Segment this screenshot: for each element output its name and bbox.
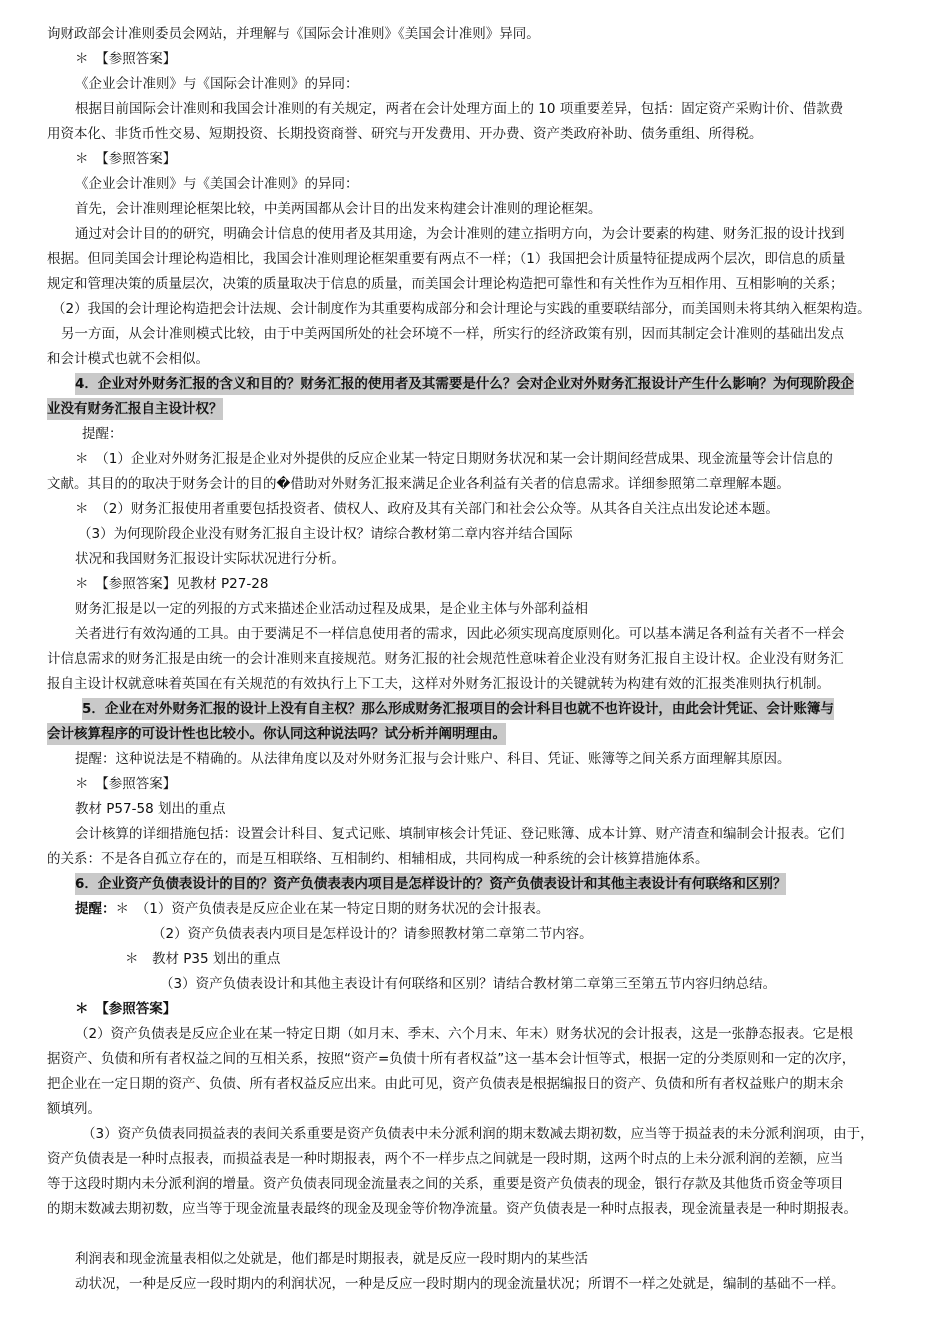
text-line: 据资产、负债和所有者权益之间的互相关系，按照“资产=负债十所有者权益”这一基本会计恒等式，根据一定的分类原则和一定的次序， bbox=[47, 1051, 856, 1067]
text-line: 状况和我国财务汇报设计实际状况进行分析。 bbox=[75, 551, 345, 567]
text-line: 利润表和现金流量表相似之处就是，他们都是时期报表，就是反应一段时期内的某些活 bbox=[75, 1251, 588, 1267]
text-line: 报自主设计权就意味着英国在有关规范的有效执行上下工夫，这样对外财务汇报设计的关键就转为构建有效的汇报类准则执行机制。 bbox=[47, 676, 830, 692]
text-line: 文献。其目的的取决于财务会计的目的�借助对外财务汇报来满足企业各利益有关者的信息需求。详细参照第二章理解本题。 bbox=[47, 476, 790, 492]
text-line: ＊ 教材 P35 划出的重点 bbox=[125, 951, 281, 967]
text-line: 《企业会计准则》与《美国会计准则》的异同： bbox=[75, 176, 359, 192]
text-line: 和会计模式也就不会相似。 bbox=[47, 351, 209, 367]
hint-label: 提醒： bbox=[82, 426, 123, 442]
text-line: 的期末数减去期初数，应当等于现金流量表最终的现金及现金等价物净流量。资产负债表是一种时点报表，现金流量表是一种时期报表。 bbox=[47, 1201, 857, 1217]
text-line: （2）我国的会计理论构造把会计法规、会计制度作为其重要构成部分和会计理论与实践的重要联结部分，而美国则未将其纳入框架构造。 bbox=[52, 301, 871, 317]
text-line: 根据目前国际会计准则和我国会计准则的有关规定，两者在会计处理方面上的 10 项重要差异，包括：固定资产采购计价、借款费 bbox=[75, 101, 844, 117]
text-line: （2）资产负债表表内项目是怎样设计的？请参照教材第二章第二节内容。 bbox=[152, 926, 593, 942]
question-heading: 5．企业在对外财务汇报的设计上没有自主权？那么形成财务汇报项目的会计科目也就不也许设计，由此会计凭证、会计账簿与 bbox=[82, 698, 834, 720]
text-line: 《企业会计准则》与《国际会计准则》的异同： bbox=[75, 76, 359, 92]
question-heading: 6．企业资产负债表设计的目的？资产负债表表内项目是怎样设计的？资产负债表设计和其他主表设计有何联络和区别？ bbox=[75, 873, 786, 895]
text-line: 动状况，一种是反应一段时期内的利润状况，一种是反应一段时期内的现金流量状况；所谓不一样之处就是，编制的基础不一样。 bbox=[75, 1276, 845, 1292]
text-line: 教材 P57-58 划出的重点 bbox=[75, 801, 226, 817]
hint-text: ＊ （1）资产负债表是反应企业在某一特定日期的财务状况的会计报表。 bbox=[115, 901, 550, 917]
text-line: ＊ （1）企业对外财务汇报是企业对外提供的反应企业某一特定日期财务状况和某一会计期间经营成果、现金流量等会计信息的 bbox=[75, 451, 833, 467]
question-heading: 业没有财务汇报自主设计权？ bbox=[47, 398, 223, 420]
text-line: 根据。但同美国会计理论构造相比，我国会计准则理论框架重要有两点不一样；（1）我国把会计质量特征提成两个层次，即信息的质量 bbox=[47, 251, 846, 267]
text-line: 把企业在一定日期的资产、负债、所有者权益反应出来。由此可见，资产负债表是根据编报日的资产、负债和所有者权益账户的期末余 bbox=[47, 1076, 844, 1092]
text-line: 计信息需求的财务汇报是由统一的会计准则来直接规范。财务汇报的社会规范性意味着企业没有财务汇报自主设计权。企业没有财务汇 bbox=[47, 651, 844, 667]
text-line: 提醒：这种说法是不精确的。从法律角度以及对外财务汇报与会计账户、科目、凭证、账簿等之间关系方面理解其原因。 bbox=[75, 751, 791, 767]
answer-marker: ＊ 【参照答案】 bbox=[75, 1001, 177, 1017]
text-line: （3）为何现阶段企业没有财务汇报自主设计权？请综合教材第二章内容并结合国际 bbox=[78, 526, 573, 542]
text-line: 额填列。 bbox=[47, 1101, 101, 1117]
text-line: 关者进行有效沟通的工具。由于要满足不一样信息使用者的需求，因此必须实现高度原则化。可以基本满足各利益有关者不一样会 bbox=[75, 626, 845, 642]
text-line: 询财政部会计准则委员会网站，并理解与《国际会计准则》《美国会计准则》异同。 bbox=[47, 26, 540, 42]
text-line: 通过对会计目的的研究，明确会计信息的使用者及其用途，为会计准则的建立指明方向，为会计要素的构建、财务汇报的设计找到 bbox=[75, 226, 845, 242]
text-line: 用资本化、非货币性交易、短期投资、长期投资商誉、研究与开发费用、开办费、资产类政府补助、债务重组、所得税。 bbox=[47, 126, 763, 142]
text-line: 另一方面，从会计准则模式比较，由于中美两国所处的社会环境不一样，所实行的经济政策有别，因而其制定会计准则的基础出发点 bbox=[61, 326, 844, 342]
answer-marker: ＊ 【参照答案】 bbox=[75, 151, 177, 167]
hint-label: 提醒： bbox=[75, 901, 116, 917]
text-line: 首先，会计准则理论框架比较，中美两国都从会计目的出发来构建会计准则的理论框架。 bbox=[75, 201, 602, 217]
text-line: 等于这段时期内未分派利润的增量。资产负债表同现金流量表之间的关系，重要是资产负债表的现金，银行存款及其他货币资金等项目 bbox=[47, 1176, 844, 1192]
text-line: ＊ （2）财务汇报使用者重要包括投资者、债权人、政府及其有关部门和社会公众等。从其各自关注点出发论述本题。 bbox=[75, 501, 779, 517]
question-heading: 会计核算程序的可设计性也比较小。你认同这种说法吗？试分析并阐明理由。 bbox=[47, 723, 506, 745]
text-line: 会计核算的详细措施包括：设置会计科目、复式记账、填制审核会计凭证、登记账簿、成本计算、财产清查和编制会计报表。它们 bbox=[75, 826, 845, 842]
text-line: （3）资产负债表同损益表的表间关系重要是资产负债表中未分派利润的期末数减去期初数，应当等于损益表的未分派利润项，由于， bbox=[82, 1126, 874, 1142]
text-line: （2）资产负债表是反应企业在某一特定日期（如月末、季末、六个月末、年末）财务状况的会计报表，这是一张静态报表。它是根 bbox=[75, 1026, 854, 1042]
text-line: （3）资产负债表设计和其他主表设计有何联络和区别？请结合教材第二章第三至第五节内容归纳总结。 bbox=[160, 976, 777, 992]
answer-marker: ＊ 【参照答案】 bbox=[75, 51, 177, 67]
text-line: 资产负债表是一种时点报表，而损益表是一种时期报表，两个不一样步点之间就是一段时期，这两个时点的上未分派利润的差额，应当 bbox=[47, 1151, 844, 1167]
text-line: 规定和管理决策的质量层次，决策的质量取决于信息的质量，而美国会计理论构造把可靠性和有关性作为互相作用、互相影响的关系； bbox=[47, 276, 844, 292]
text-line: 财务汇报是以一定的列报的方式来描述企业活动过程及成果，是企业主体与外部利益相 bbox=[75, 601, 588, 617]
question-heading: 4．企业对外财务汇报的含义和目的？财务汇报的使用者及其需要是什么？会对企业对外财务汇报设计产生什么影响？为何现阶段企 bbox=[75, 373, 854, 395]
answer-marker: ＊ 【参照答案】见教材 P27-28 bbox=[75, 576, 269, 592]
answer-marker: ＊ 【参照答案】 bbox=[75, 776, 177, 792]
text-line bbox=[75, 898, 549, 920]
text-line: 的关系：不是各自孤立存在的，而是互相联络、互相制约、相辅相成，共同构成一种系统的会计核算措施体系。 bbox=[47, 851, 709, 867]
